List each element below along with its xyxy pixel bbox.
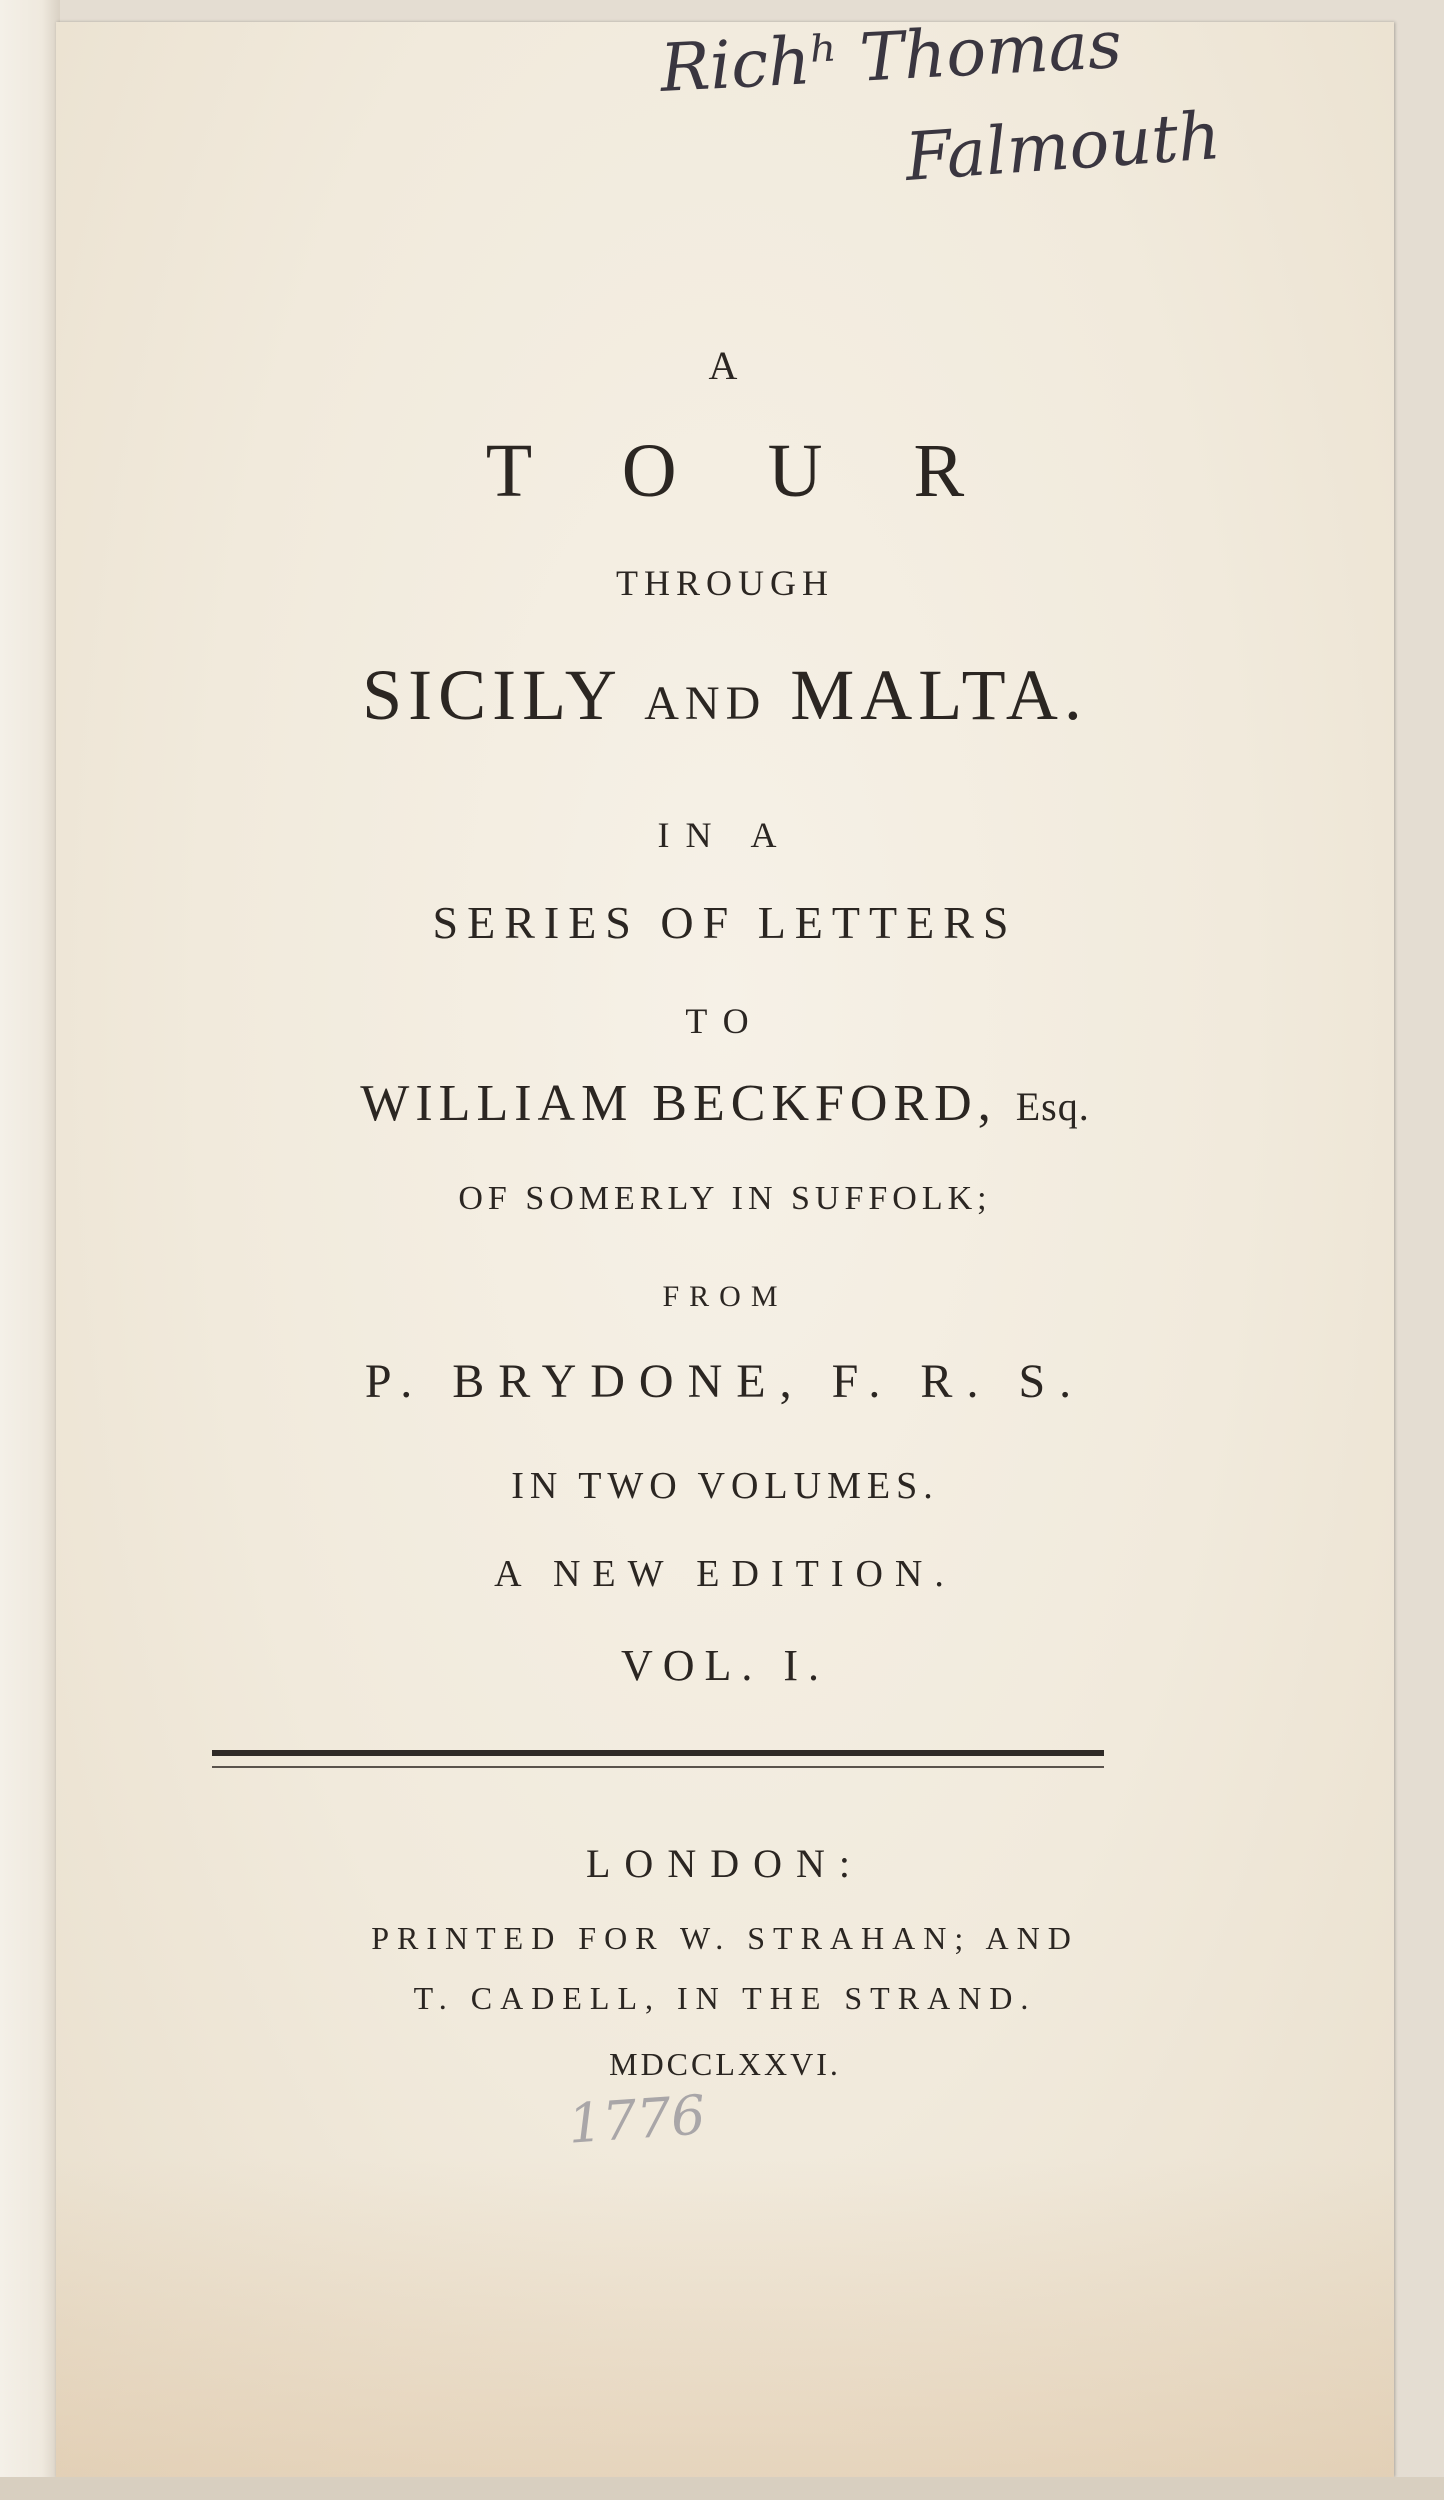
- recipient-title: Esq.: [1015, 1084, 1090, 1129]
- title-article: A: [708, 343, 742, 388]
- left-page-edge: [0, 0, 60, 2500]
- title-page: [56, 22, 1394, 2477]
- title-tour: T O U R: [485, 429, 1001, 513]
- backdrop: [0, 2477, 1444, 2500]
- title-in-a: IN A: [657, 815, 793, 855]
- title-volume: VOL. I.: [620, 1641, 830, 1690]
- signature-name: Richʰ Thomas: [658, 5, 1124, 108]
- imprint-year-pencil: 1776: [565, 2083, 708, 2156]
- title-recipient: [56, 1074, 1394, 1133]
- place-malta: MALTA.: [790, 655, 1088, 735]
- title-series: SERIES OF LETTERS: [432, 897, 1018, 948]
- title-to: TO: [685, 1001, 765, 1041]
- signature-place: Falmouth: [902, 97, 1223, 196]
- title-places: [56, 654, 1394, 737]
- place-and: AND: [644, 677, 767, 730]
- title-from: FROM: [662, 1280, 788, 1313]
- title-rule-thin: [212, 1766, 1104, 1768]
- imprint-printer-line2: T. CADELL, IN THE STRAND.: [413, 1980, 1037, 2016]
- title-through: THROUGH: [616, 563, 834, 603]
- imprint-city: LONDON:: [586, 1841, 864, 1886]
- title-volumes: IN TWO VOLUMES.: [511, 1465, 939, 1507]
- title-author: P. BRYDONE, F. R. S.: [364, 1355, 1086, 1408]
- title-recipient-place: OF SOMERLY IN SUFFOLK;: [458, 1180, 992, 1217]
- imprint-year-roman: MDCCLXXVI.: [609, 2046, 841, 2082]
- imprint-printer-line1: PRINTED FOR W. STRAHAN; AND: [371, 1920, 1079, 1956]
- title-edition: A NEW EDITION.: [494, 1553, 956, 1595]
- place-sicily: SICILY: [362, 655, 621, 735]
- title-rule-thick: [212, 1750, 1104, 1756]
- recipient-name: WILLIAM BECKFORD,: [360, 1075, 997, 1132]
